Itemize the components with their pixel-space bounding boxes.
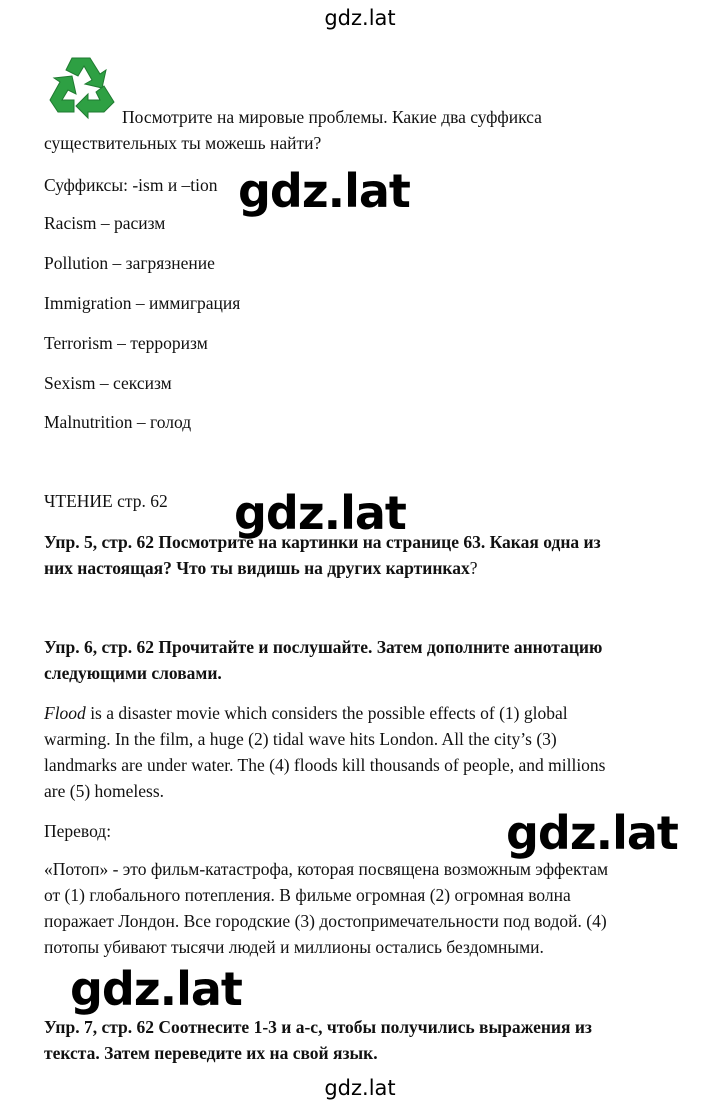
text-line-2: warming. In the film, a huge (2) tidal wave hits London. All the city’s (3) <box>44 729 557 749</box>
exercise-6-line-2: следующими словами. <box>44 663 222 683</box>
word-item: Racism – расизм <box>44 213 166 233</box>
exercise-5-line-2-bold: них настоящая? Что ты видишь на других картинках <box>44 558 470 578</box>
text-line-4: are (5) homeless. <box>44 781 165 801</box>
watermark-1: gdz.lat <box>238 164 410 218</box>
exercise-7-line-1: Упр. 7, стр. 62 Соотнесите 1-3 и a-c, чтобы получились выражения из <box>44 1017 592 1037</box>
translation-line-2: от (1) глобального потепления. В фильме огромная (2) огромная волна <box>44 885 571 905</box>
translation-line-1: «Потоп» - это фильм-катастрофа, которая посвящена возможным эффектам <box>44 859 609 879</box>
word-item: Sexism – сексизм <box>44 373 172 393</box>
exercise-6-line-1: Упр. 6, стр. 62 Прочитайте и послушайте. Затем дополните аннотацию <box>44 637 603 657</box>
translation-line-3: поражает Лондон. Все городские (3) достопримечательности под водой. (4) <box>44 911 607 931</box>
text-line-3: landmarks are under water. The (4) floods kill thousands of people, and millions <box>44 755 606 775</box>
suffixes-prefix: Суффиксы: <box>44 175 133 195</box>
reading-heading: ЧТЕНИЕ стр. 62 <box>44 491 168 511</box>
translation-line-4: потопы убивают тысячи людей и миллионы остались бездомными. <box>44 937 544 957</box>
intro-line-1: Посмотрите на мировые проблемы. Какие два суффикса <box>122 107 542 127</box>
text-title: Flood <box>44 703 86 723</box>
site-header: gdz.lat <box>324 6 396 30</box>
word-item: Pollution – загрязнение <box>44 253 215 273</box>
word-item: Terrorism – терроризм <box>44 333 208 353</box>
watermark-2: gdz.lat <box>234 486 406 540</box>
watermark-3: gdz.lat <box>506 806 678 860</box>
word-item: Immigration – иммиграция <box>44 293 241 313</box>
translation-label: Перевод: <box>44 821 112 841</box>
exercise-7-line-2: текста. Затем переведите их на свой язык. <box>44 1043 378 1063</box>
text-line-1-rest: is a disaster movie which considers the possible effects of (1) global <box>85 703 568 723</box>
watermark-4: gdz.lat <box>70 962 242 1016</box>
word-item: Malnutrition – голод <box>44 412 192 432</box>
exercise-5-line-1: Упр. 5, стр. 62 Посмотрите на картинки на странице 63. Какая одна из <box>44 532 601 552</box>
recycle-icon <box>44 50 120 122</box>
text-line-1 <box>44 700 684 726</box>
site-footer: gdz.lat <box>324 1076 396 1100</box>
exercise-5-line-2 <box>44 555 684 581</box>
intro-line-2: существительных ты можешь найти? <box>44 133 322 153</box>
exercise-5-line-2-end: ? <box>469 558 478 578</box>
suffixes-value: -ism и –tion <box>132 175 218 195</box>
